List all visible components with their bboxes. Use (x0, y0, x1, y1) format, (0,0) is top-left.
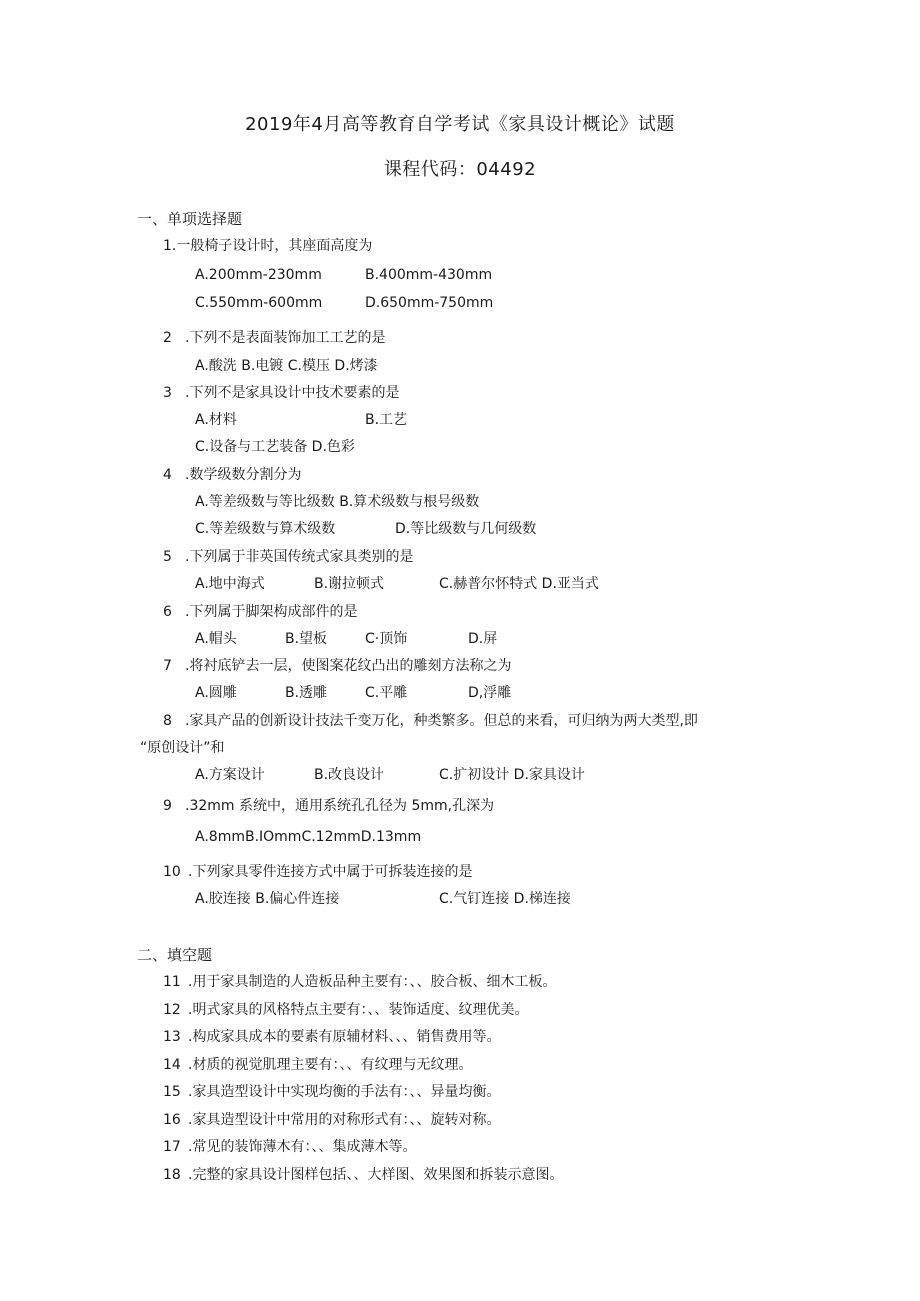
question-5-number: 5 (163, 549, 172, 565)
question-14-number: 14 (163, 1057, 181, 1073)
question-17-text: .常见的装饰薄木有：、、集成薄木等。 (188, 1139, 417, 1155)
question-8-option-b: B.改良设计 (314, 767, 385, 783)
question-10-stem: .下列家具零件连接方式中属于可拆装连接的是 (188, 864, 473, 880)
question-15-text: .家具造型设计中实现均衡的手法有：、、异量均衡。 (188, 1084, 501, 1100)
question-8-stem-continued: “原创设计”和 (140, 740, 225, 756)
question-9-number: 9 (163, 798, 172, 814)
question-16-text: .家具造型设计中常用的对称形式有：、、旋转对称。 (188, 1112, 501, 1128)
question-10-option-cd: C.气钉连接 D.梯连接 (439, 891, 571, 907)
question-1-option-c: C.550mm-600mm (195, 295, 323, 311)
question-7-option-a: A.圆雕 (195, 685, 237, 701)
question-9-options: A.8mmB.IOmmC.12mmD.13mm (195, 829, 422, 845)
question-1-option-a: A.200mm-230mm (195, 267, 322, 283)
question-4-stem: .数学级数分割分为 (185, 467, 302, 483)
question-12-number: 12 (163, 1002, 181, 1018)
question-12-text: .明式家具的风格特点主要有：、、装饰适度、纹理优美。 (188, 1002, 529, 1018)
question-7-option-b: B.透雕 (285, 685, 328, 701)
question-3-option-a: A.材料 (195, 412, 237, 428)
exam-title: 2019年4月高等教育自学考试《家具设计概论》试题 (245, 114, 675, 135)
question-8-option-cd: C.扩初设计 D.家具设计 (439, 767, 585, 783)
question-6-stem: .下列属于脚架构成部件的是 (185, 604, 358, 620)
question-11-number: 11 (163, 974, 181, 990)
question-11-text: .用于家具制造的人造板品种主要有：、、胶合板、细木工板。 (188, 974, 557, 990)
question-15-number: 15 (163, 1084, 181, 1100)
question-3-option-cd: C.设备与工艺装备 D.色彩 (195, 439, 355, 455)
section-heading-choice: 一、单项选择题 (137, 210, 243, 228)
question-1-option-b: B.400mm-430mm (365, 267, 493, 283)
question-7-number: 7 (163, 658, 172, 674)
section-heading-fill-blank: 二、填空题 (137, 946, 213, 964)
question-6-number: 6 (163, 604, 172, 620)
question-2-options: A.酸洗 B.电镀 C.模压 D.烤漆 (195, 358, 378, 374)
question-13-text: .构成家具成本的要素有原辅材料、、、销售费用等。 (188, 1029, 501, 1045)
question-10-option-ab: A.胶连接 B.偏心件连接 (195, 891, 340, 907)
question-1-stem: 1.一般椅子设计时，其座面高度为 (163, 238, 373, 254)
question-10-number: 10 (163, 864, 181, 880)
question-7-stem: .将衬底铲去一层，使图案花纹凸出的雕刻方法称之为 (185, 658, 512, 674)
question-8-number: 8 (163, 713, 172, 729)
question-8-option-a: A.方案设计 (195, 767, 265, 783)
question-3-stem: .下列不是家具设计中技术要素的是 (185, 385, 400, 401)
question-5-option-a: A.地中海式 (195, 576, 265, 592)
question-18-text: .完整的家具设计图样包括、、大样图、效果图和拆装示意图。 (188, 1167, 564, 1183)
question-17-number: 17 (163, 1139, 181, 1155)
question-5-option-b: B.谢拉顿式 (314, 576, 385, 592)
question-6-option-c: C·顶饰 (365, 631, 408, 647)
question-4-option-c: C.等差级数与算术级数 (195, 521, 336, 537)
question-8-stem: .家具产品的创新设计技法千变万化，种类繁多。但总的来看，可归纳为两大类型,即 (185, 713, 698, 729)
question-6-option-a: A.帽头 (195, 631, 237, 647)
question-4-option-d: D.等比级数与几何级数 (395, 521, 537, 537)
question-5-stem: .下列属于非英国传统式家具类别的是 (185, 549, 414, 565)
question-9-stem: .32mm 系统中，通用系统孔孔径为 5mm,孔深为 (185, 798, 495, 814)
question-2-stem: .下列不是表面装饰加工工艺的是 (185, 330, 386, 346)
question-3-number: 3 (163, 385, 172, 401)
question-4-number: 4 (163, 467, 172, 483)
question-7-option-d: D,浮雕 (468, 685, 512, 701)
question-18-number: 18 (163, 1167, 181, 1183)
question-6-option-b: B.望板 (285, 631, 328, 647)
question-13-number: 13 (163, 1029, 181, 1045)
question-1-option-d: D.650mm-750mm (365, 295, 494, 311)
question-4-option-ab: A.等差级数与等比级数 B.算术级数与根号级数 (195, 494, 480, 510)
course-code: 课程代码：04492 (383, 159, 537, 180)
question-7-option-c: C.平雕 (365, 685, 408, 701)
question-6-option-d: D.屏 (468, 631, 498, 647)
question-5-option-cd: C.赫普尔怀特式 D.亚当式 (439, 576, 599, 592)
question-16-number: 16 (163, 1112, 181, 1128)
question-2-number: 2 (163, 330, 172, 346)
question-14-text: .材质的视觉肌理主要有：、、有纹理与无纹理。 (188, 1057, 473, 1073)
question-3-option-b: B.工艺 (365, 412, 408, 428)
